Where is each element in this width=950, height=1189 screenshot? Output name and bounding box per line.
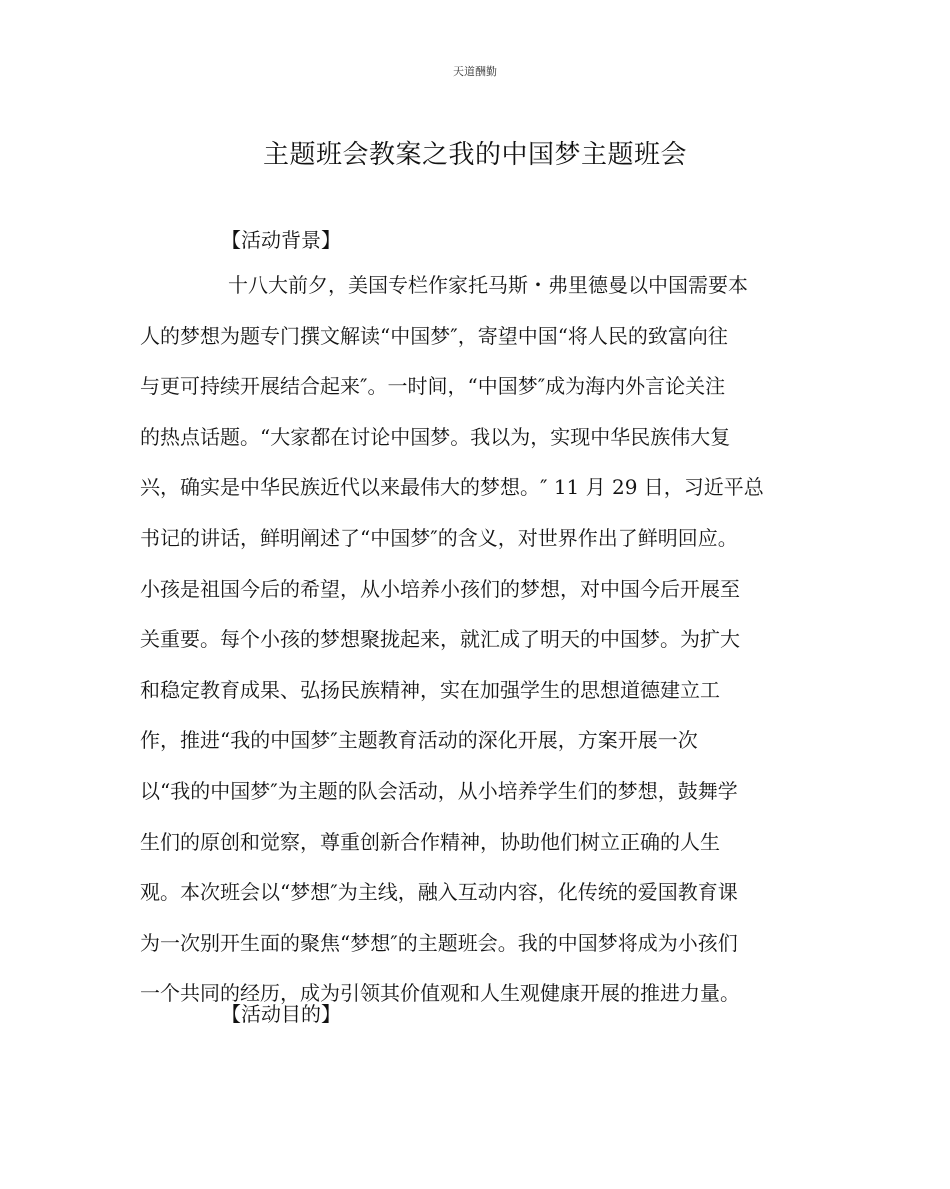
section-heading-background: 【活动背景】	[221, 228, 341, 252]
paragraph-line: 观。本次班会以“梦想″为主线，融入互动内容，化传统的爱国教育课	[140, 880, 738, 904]
paragraph-line: 作，推进“我的中国梦″主题教育活动的深化开展，方案开展一次	[140, 728, 698, 752]
paragraph-line: 关重要。每个小孩的梦想聚拢起来，就汇成了明天的中国梦。为扩大	[140, 627, 740, 651]
paragraph-line: 兴，确实是中华民族近代以来最伟大的梦想。″ 11 月 29 日，习近平总	[140, 475, 764, 499]
paragraph-line: 和稳定教育成果、弘扬民族精神，实在加强学生的思想道德建立工	[140, 678, 720, 702]
paragraph-line: 为一次别开生面的聚焦“梦想″的主题班会。我的中国梦将成为小孩们	[140, 931, 738, 955]
paragraph-line: 书记的讲话，鲜明阐述了“中国梦″的含义，对世界作出了鲜明回应。	[140, 526, 738, 550]
paragraph-line: 生们的原创和觉察，尊重创新合作精神，协助他们树立正确的人生	[140, 830, 720, 854]
paragraph-line: 人的梦想为题专门撰文解读“中国梦″，寄望中国“将人民的致富向往	[140, 324, 728, 348]
paragraph-line: 十八大前夕，美国专栏作家托马斯・弗里德曼以中国需要本	[228, 273, 748, 297]
section-heading-purpose: 【活动目的】	[221, 1002, 341, 1026]
paragraph-line: 的热点话题。“大家都在讨论中国梦。我以为，实现中华民族伟大复	[140, 425, 731, 449]
paragraph-line: 一个共同的经历，成为引领其价值观和人生观健康开展的推进力量。	[140, 981, 740, 1005]
paragraph-line: 与更可持续开展结合起来″。一时间，“中国梦″成为海内外言论关注	[140, 374, 726, 398]
paragraph-line: 小孩是祖国今后的希望，从小培养小孩们的梦想，对中国今后开展至	[140, 577, 740, 601]
page-header: 天道酬勤	[453, 65, 497, 78]
document-title: 主题班会教案之我的中国梦主题班会	[262, 140, 687, 170]
paragraph-line: 以“我的中国梦″为主题的队会活动，从小培养学生们的梦想，鼓舞学	[140, 779, 738, 803]
